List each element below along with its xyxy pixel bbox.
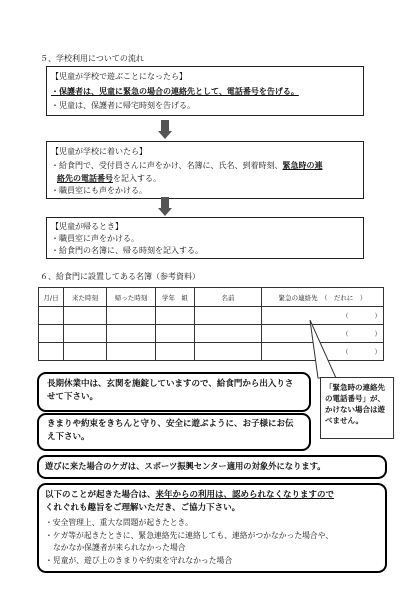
warning-intro2: くれぐれも趣旨をご理解いただき、ご協力下さい。 <box>45 503 241 513</box>
warning-intro1a: 以下のことが起きた場合は、 <box>45 490 156 500</box>
warning-intro1 <box>45 489 334 502</box>
callout-box <box>320 377 394 439</box>
step2-line2: ・職員室にも声をかける。 <box>51 186 147 195</box>
col-contact: 緊急の連絡先 （ だれに ） <box>262 288 384 307</box>
step1-line1: ・保護者は、児童に緊急の場合の連絡先として、電話番号を告げる。 <box>51 87 299 96</box>
step2-line1d: を記入する。 <box>113 174 161 183</box>
down-arrow-icon <box>158 197 172 216</box>
step3-line1: ・職員室に声をかける。 <box>51 234 139 243</box>
col-departure: 帰った時刻 <box>107 288 156 307</box>
down-arrow-icon <box>158 120 172 139</box>
step2-line1 <box>51 159 323 172</box>
col-name: 名前 <box>195 288 262 307</box>
warning-intro1b: 来年からの利用は、認められなくなりますので <box>155 490 335 500</box>
step1-box <box>46 66 364 116</box>
step2-line1a: ・給食門で、受付員さんに声をかけ、名簿に、氏名、到着時刻、 <box>51 161 283 170</box>
notice-rules-text: きまりや約束をきちんと守り、安全に遊ぶように、お子様にお伝え下さい。 <box>47 419 294 442</box>
contact-paren: （ ） <box>342 348 381 356</box>
step1-line2: ・児童は、保護者に帰宅時刻を告げる。 <box>51 101 195 110</box>
notice-entrance <box>37 372 311 412</box>
contact-paren: （ ） <box>342 312 381 320</box>
register-header-row <box>39 288 384 307</box>
warning-item2b: なかなか保護者が来られなかった場合 <box>53 543 186 552</box>
notice-entrance-text: 長期休業中は、玄関を施錠していますので、給食門から出入りさせて下さい。 <box>47 379 294 402</box>
step3-box <box>46 217 364 259</box>
notice-rules <box>37 413 311 451</box>
col-arrival: 来た時刻 <box>64 288 107 307</box>
step2-box <box>46 141 364 199</box>
contact-paren: （ ） <box>342 330 381 338</box>
step3-header: 【児童が帰るとき】 <box>51 222 123 231</box>
section5-title: ５、学校利用についての流れ <box>40 54 144 63</box>
warning-box <box>37 483 387 573</box>
notice-injury <box>37 455 387 479</box>
warning-item1: ・安全管理上、重大な問題が起きたとき。 <box>45 518 193 527</box>
step2-line1c: 絡先の電話番号 <box>57 174 113 183</box>
col-date: 月/日 <box>39 288 64 307</box>
callout-text: 「緊急時の連絡先の電話番号」が、かけない場合は遊べません。 <box>325 383 385 425</box>
step1-header: 【児童が学校で遊ぶことになったら】 <box>51 72 187 81</box>
step2-line1b: 緊急時の連 <box>282 161 323 170</box>
step3-line2: ・給食門の名簿に、帰る時刻を記入する。 <box>51 246 203 255</box>
step2-header: 【児童が学校に着いたら】 <box>51 147 147 156</box>
warning-item2a: ・ケガ等が起きたときに、緊急連絡先に連絡しても、連絡がつかなかった場合や、 <box>45 531 334 540</box>
notice-injury-text: 遊びに来た場合のケガは、スポーツ振興センター適用の対象外になります。 <box>45 461 326 471</box>
warning-item3: ・児童が、遊び上のきまりや約束を守れなかった場合 <box>45 556 233 565</box>
col-grade: 学年 組 <box>156 288 195 307</box>
section6-title: ６、給食門に設置してある名簿（参考資料） <box>40 272 200 281</box>
